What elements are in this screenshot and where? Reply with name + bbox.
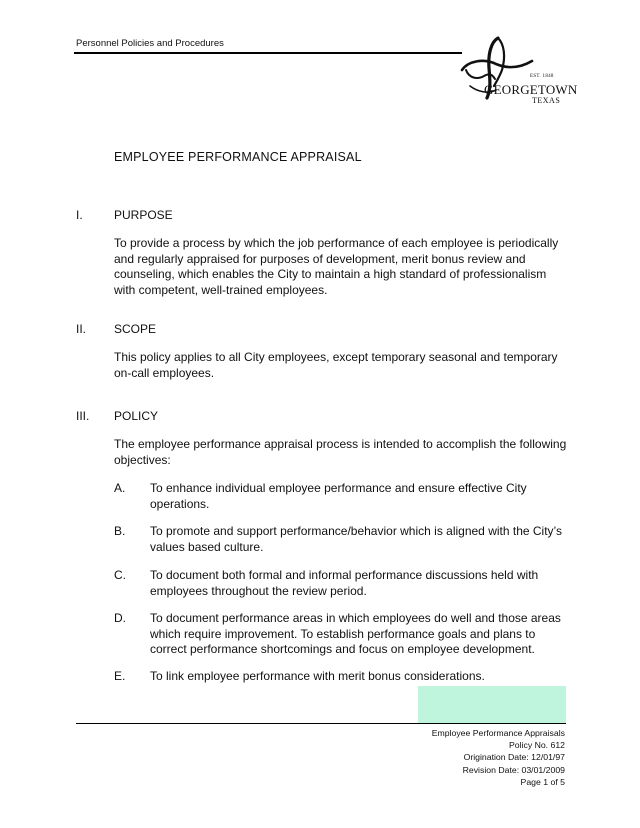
section-paragraph: To provide a process by which the job performance of each employee is periodically and regularly appraised for purposes of development, merit bonus review and counseling, which enables the City to maintain a high standard of professionalism with competent, well-trained employees. (114, 236, 559, 297)
section-paragraph: This policy applies to all City employees, except temporary seasonal and temporary on-call employees. (114, 350, 558, 380)
footer-revision-date: Revision Date: 03/01/2009 (462, 764, 565, 775)
list-item-letter: D. (114, 611, 126, 625)
header-rule (74, 52, 462, 54)
list-item-text: To promote and support performance/behavior which is aligned with the City’s values based culture. (150, 524, 562, 554)
list-item-letter: E. (114, 669, 126, 683)
section-heading: PURPOSE (114, 208, 173, 222)
list-item-text: To enhance individual employee performance and ensure effective City operations. (150, 481, 527, 511)
footer-rule (76, 723, 566, 724)
list-item-text: To document performance areas in which employees do well and those areas which require improvement. To establish performance goals and plans to correct performance shortcomings and focus on employee development. (150, 611, 561, 656)
list-item-text: To document both formal and informal performance discussions held with employees throughout the review period. (150, 568, 539, 598)
logo-est: EST. 1848 (530, 74, 554, 79)
list-item-letter: B. (114, 524, 126, 538)
georgetown-logo (458, 34, 576, 106)
section-heading: SCOPE (114, 322, 157, 336)
logo-state: TEXAS (532, 96, 561, 105)
section-number: II. (76, 322, 87, 336)
logo-city: GEORGETOWN (484, 82, 578, 97)
section-number: I. (76, 208, 83, 222)
list-item-letter: A. (114, 481, 126, 495)
list-item-letter: C. (114, 568, 126, 582)
section-paragraph: The employee performance appraisal process is intended to accomplish the following objectives: (114, 437, 567, 467)
section-number: III. (76, 409, 90, 423)
list-item-text: To link employee performance with merit bonus considerations. (150, 669, 485, 683)
footer-policy-number: Policy No. 612 (508, 740, 565, 751)
footer-title: Employee Performance Appraisals (431, 728, 565, 738)
highlight-box (418, 686, 566, 724)
section-heading: POLICY (114, 409, 159, 423)
document-title: EMPLOYEE PERFORMANCE APPRAISAL (114, 150, 362, 164)
header-label: Personnel Policies and Procedures (76, 38, 224, 49)
footer-page-number: Page 1 of 5 (520, 776, 565, 787)
footer-block (432, 727, 565, 788)
footer-origination-date: Origination Date: 12/01/97 (463, 752, 565, 763)
